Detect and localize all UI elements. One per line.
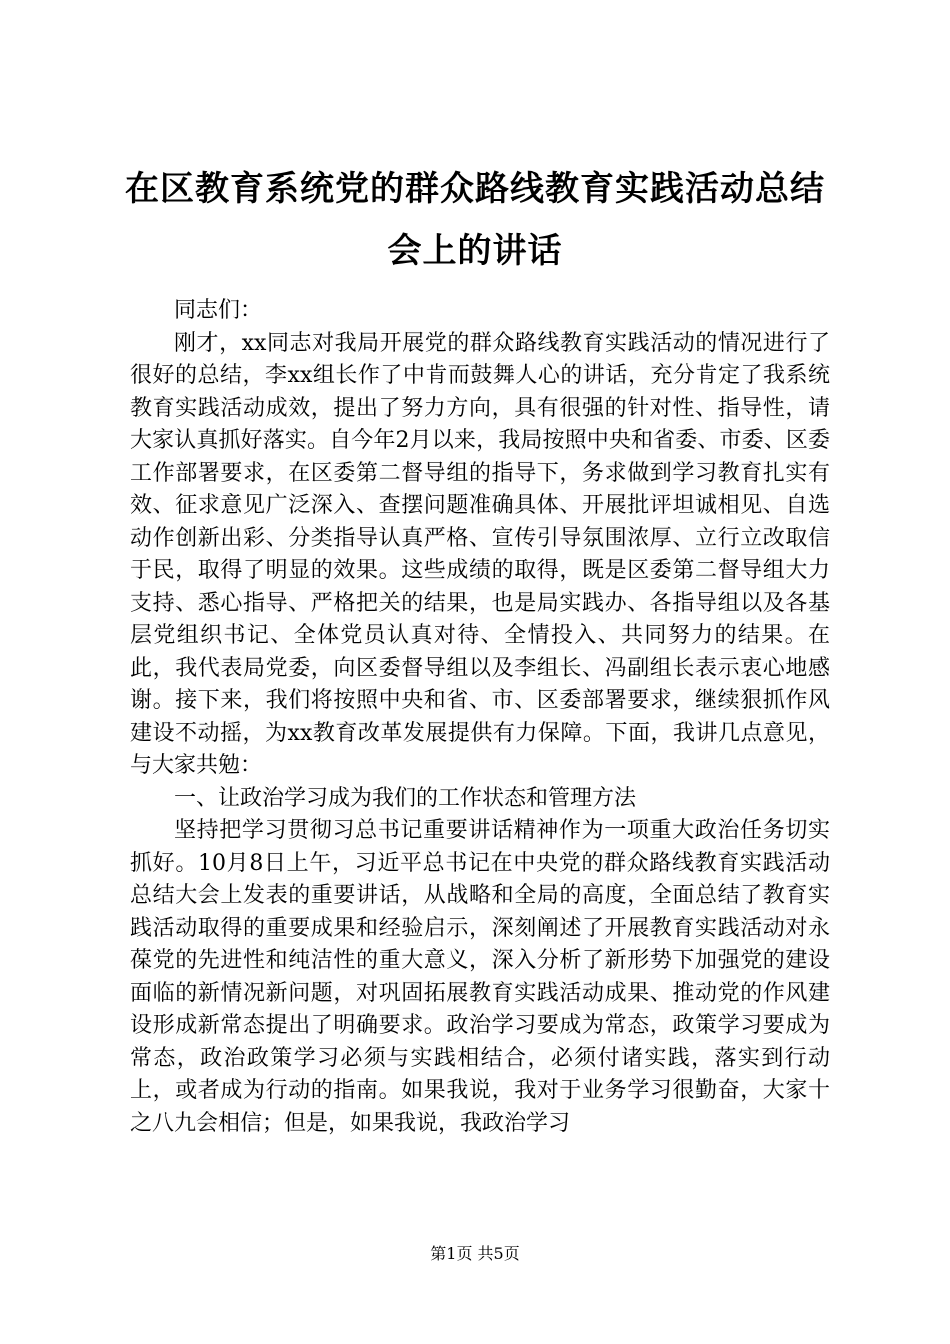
paragraph-section-1: 坚持把学习贯彻习总书记重要讲话精神作为一项重大政治任务切实抓好。10月8日上午，习近平总书记在中央党的群众路线教育实践活动总结大会上发表的重要讲话，从战略和全局的高度，全面总结了教育实践活动取得的重要成果和经验启示，深刻阐述了开展教育实践活动对永葆党的先进性和纯洁性的重大意义，深入分析了新形势下加强党的建设面临的新情况新问题，对巩固拓展教育实践活动成果、推动党的作风建设形成新常态提出了明确要求。政治学习要成为常态，政策学习要成为常态，政治政策学习必须与实践相结合，必须付诸实践，落实到行动上，或者成为行动的指南。如果我说，我对于业务学习很勤奋，大家十之八九会相信；但是，如果我说，我政治学习 — [130, 818, 830, 1136]
section-heading-1: 一、让政治学习成为我们的工作状态和管理方法 — [174, 785, 637, 811]
paragraph-opening: 刚才，xx同志对我局开展党的群众路线教育实践活动的情况进行了很好的总结，李xx组长作了中肯而鼓舞人心的讲话，充分肯定了我系统教育实践活动成效，提出了努力方向，具有很强的针对性、指导性，请大家认真抓好落实。自今年2月以来，我局按照中央和省委、市委、区委工作部署要求，在区委第二督导组的指导下，务求做到学习教育扎实有效、征求意见广泛深入、查摆问题准确具体、开展批评坦诚相见、自选动作创新出彩、分类指导认真严格、宣传引导氛围浓厚、立行立改取信于民，取得了明显的效果。这些成绩的取得，既是区委第二督导组大力支持、悉心指导、严格把关的结果，也是局实践办、各指导组以及各基层党组织书记、全体党员认真对待、全情投入、共同努力的结果。在此，我代表局党委，向区委督导组以及李组长、冯副组长表示衷心地感谢。接下来，我们将按照中央和省、市、区委部署要求，继续狠抓作风建设不动摇，为xx教育改革发展提供有力保障。下面，我讲几点意见，与大家共勉： — [130, 330, 830, 778]
greeting: 同志们： — [174, 298, 263, 323]
page-footer: 第1页 共5页 — [430, 1244, 520, 1263]
document-body — [130, 295, 830, 1140]
document-title: 在区教育系统党的群众路线教育实践活动总结会上的讲话 — [125, 169, 825, 271]
